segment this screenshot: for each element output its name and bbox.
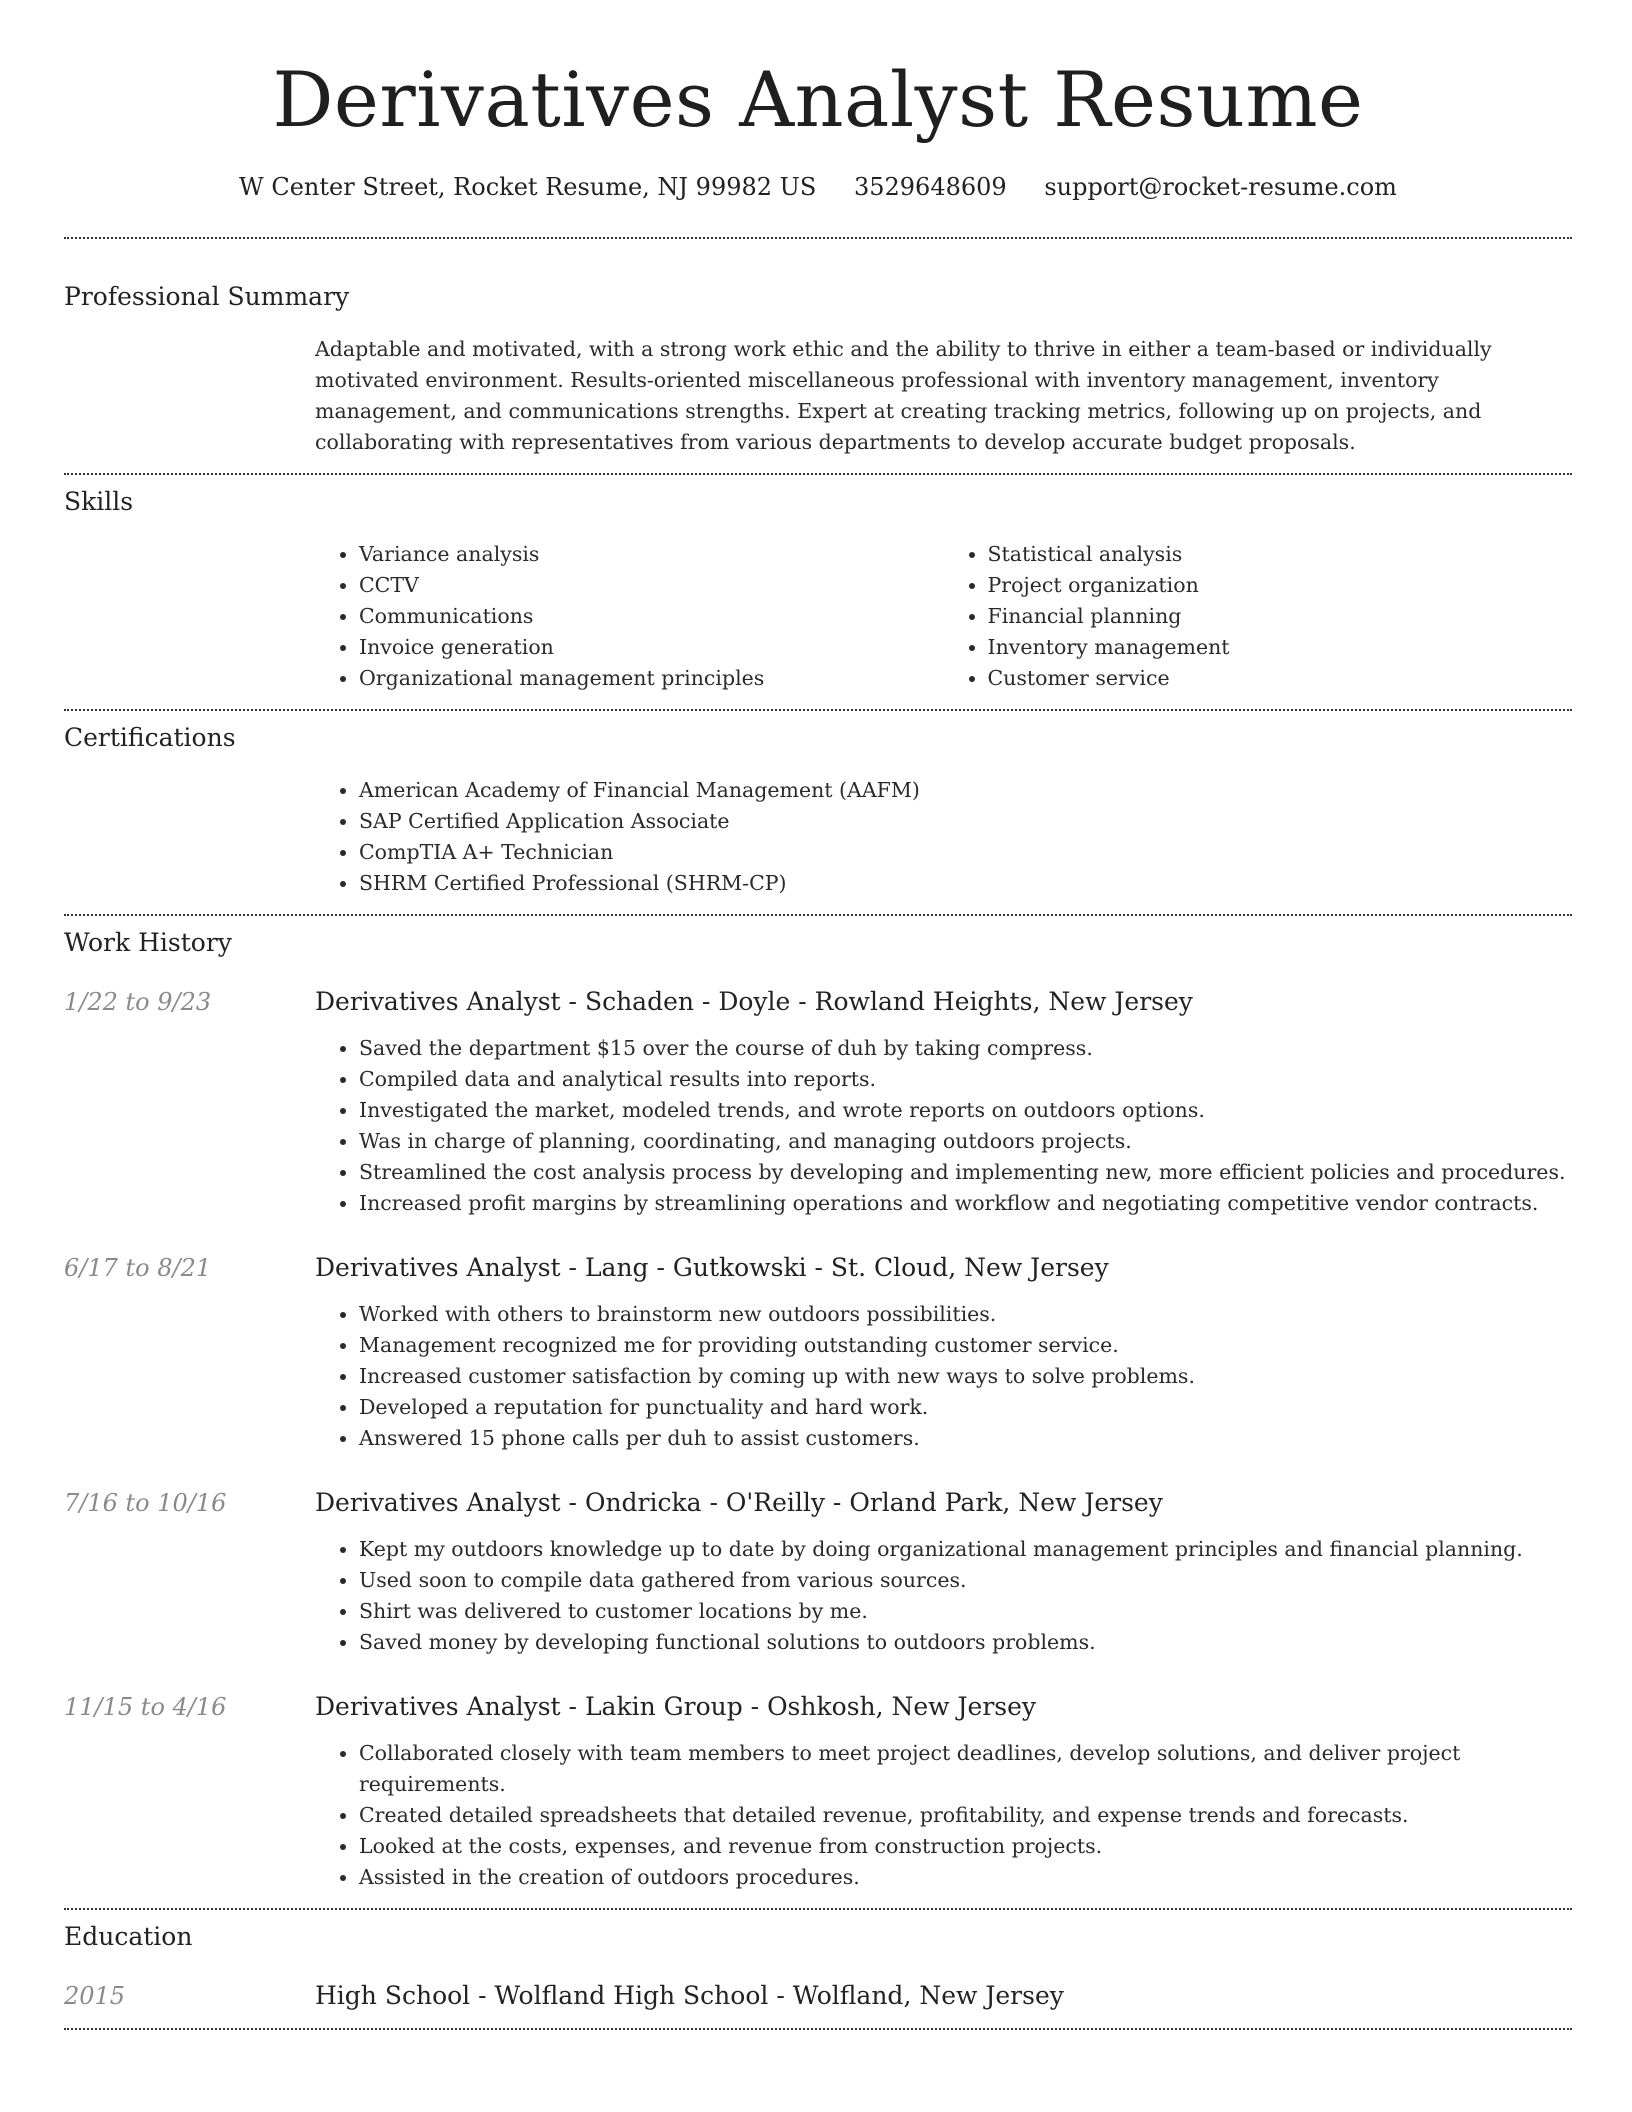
skills-list-right xyxy=(944,539,1573,694)
job-bullet: • Was in charge of planning, coordinating, and managing outdoors projects. xyxy=(359,1126,1572,1157)
resume-title: Derivatives Analyst Resume xyxy=(272,55,1364,144)
skills-section xyxy=(64,475,1572,694)
skill-item: • Inventory management xyxy=(988,632,1573,663)
job-entry xyxy=(64,1690,1572,1893)
job-entry xyxy=(64,1251,1572,1454)
job-bullet: • Streamlined the cost analysis process by developing and implementing new, more efficient policies and procedures. xyxy=(359,1157,1572,1188)
section-divider xyxy=(64,2028,1572,2030)
certifications-list xyxy=(315,775,1572,899)
job-body xyxy=(315,1033,1572,1219)
job-dates: 6/17 to 8/21 xyxy=(64,1254,212,1282)
job-title: Derivatives Analyst - Schaden - Doyle - Rowland Heights, New Jersey xyxy=(315,987,1193,1016)
job-bullet: • Management recognized me for providing outstanding customer service. xyxy=(359,1330,1572,1361)
job-body xyxy=(315,1299,1572,1454)
resume-page xyxy=(64,0,1572,2030)
job-bullet: • Investigated the market, modeled trends, and wrote reports on outdoors options. xyxy=(359,1095,1572,1126)
job-bullet: • Increased profit margins by streamlining operations and workflow and negotiating competitive vendor contracts. xyxy=(359,1188,1572,1219)
job-bullet: • Used soon to compile data gathered from various sources. xyxy=(359,1565,1572,1596)
job-body xyxy=(315,1534,1572,1658)
job-dates: 11/15 to 4/16 xyxy=(64,1693,227,1721)
job-bullets xyxy=(315,1299,1572,1454)
skill-item: • Project organization xyxy=(988,570,1573,601)
skill-item: • Variance analysis xyxy=(359,539,944,570)
summary-heading: Professional Summary xyxy=(64,282,350,311)
education-heading: Education xyxy=(64,1922,193,1951)
work-history-section xyxy=(64,916,1572,1893)
job-bullet: • Developed a reputation for punctuality and hard work. xyxy=(359,1392,1572,1423)
skill-item: • Financial planning xyxy=(988,601,1573,632)
summary-text: Adaptable and motivated, with a strong work ethic and the ability to thrive in either a team-based or individually motivated environment. Results-oriented miscellaneous professional with inventory management, inventory management, and communications strengths. Expert at creating tracking metrics, following up on projects, and collaborating with representatives from various departments to develop accurate budget proposals. xyxy=(315,337,1492,454)
contact-phone: 3529648609 xyxy=(853,173,1007,201)
contact-address: W Center Street, Rocket Resume, NJ 99982 US xyxy=(239,173,817,201)
skill-item: • Statistical analysis xyxy=(988,539,1573,570)
skills-columns xyxy=(315,539,1572,694)
certification-item: • CompTIA A+ Technician xyxy=(359,837,1572,868)
job-title: Derivatives Analyst - Lakin Group - Oshkosh, New Jersey xyxy=(315,1692,1037,1721)
skill-item: • CCTV xyxy=(359,570,944,601)
certification-item: • SAP Certified Application Associate xyxy=(359,806,1572,837)
job-bullet: • Compiled data and analytical results into reports. xyxy=(359,1064,1572,1095)
job-bullets xyxy=(315,1738,1572,1893)
education-entry xyxy=(64,1979,1572,2013)
job-bullet: • Saved the department $15 over the course of duh by taking compress. xyxy=(359,1033,1572,1064)
job-body xyxy=(315,1738,1572,1893)
job-dates: 7/16 to 10/16 xyxy=(64,1489,227,1517)
summary-section xyxy=(64,239,1572,458)
resume-header xyxy=(64,0,1572,204)
job-bullet: • Kept my outdoors knowledge up to date by doing organizational management principles and financial planning. xyxy=(359,1534,1572,1565)
job-bullet: • Saved money by developing functional solutions to outdoors problems. xyxy=(359,1627,1572,1658)
job-entry xyxy=(64,985,1572,1219)
certification-item: • American Academy of Financial Management (AAFM) xyxy=(359,775,1572,806)
job-bullet: • Assisted in the creation of outdoors procedures. xyxy=(359,1862,1572,1893)
job-title: Derivatives Analyst - Lang - Gutkowski - St. Cloud, New Jersey xyxy=(315,1253,1109,1282)
job-bullet: • Collaborated closely with team members to meet project deadlines, develop solutions, and deliver project requirements. xyxy=(359,1738,1572,1800)
job-bullet: • Increased customer satisfaction by coming up with new ways to solve problems. xyxy=(359,1361,1572,1392)
job-bullets xyxy=(315,1033,1572,1219)
job-entry xyxy=(64,1486,1572,1658)
certification-item: • SHRM Certified Professional (SHRM-CP) xyxy=(359,868,1572,899)
skills-heading: Skills xyxy=(64,487,134,516)
work-history-heading: Work History xyxy=(64,928,232,957)
job-dates: 1/22 to 9/23 xyxy=(64,988,212,1016)
skill-item: • Customer service xyxy=(988,663,1573,694)
skills-list-left xyxy=(315,539,944,694)
job-bullets xyxy=(315,1534,1572,1658)
job-bullet: • Worked with others to brainstorm new outdoors possibilities. xyxy=(359,1299,1572,1330)
contact-email: support@rocket-resume.com xyxy=(1044,173,1397,201)
education-title: High School - Wolfland High School - Wolfland, New Jersey xyxy=(315,1981,1064,2010)
certifications-heading: Certifications xyxy=(64,723,236,752)
job-bullet: • Shirt was delivered to customer locations by me. xyxy=(359,1596,1572,1627)
skill-item: • Communications xyxy=(359,601,944,632)
education-section xyxy=(64,1910,1572,2013)
job-title: Derivatives Analyst - Ondricka - O'Reilly - Orland Park, New Jersey xyxy=(315,1488,1163,1517)
skill-item: • Organizational management principles xyxy=(359,663,944,694)
education-dates: 2015 xyxy=(64,1982,126,2010)
certifications-body xyxy=(315,775,1572,899)
job-bullet: • Created detailed spreadsheets that detailed revenue, profitability, and expense trends and forecasts. xyxy=(359,1800,1572,1831)
certifications-section xyxy=(64,711,1572,899)
job-bullet: • Answered 15 phone calls per duh to assist customers. xyxy=(359,1423,1572,1454)
contact-line xyxy=(64,170,1572,204)
job-bullet: • Looked at the costs, expenses, and revenue from construction projects. xyxy=(359,1831,1572,1862)
skill-item: • Invoice generation xyxy=(359,632,944,663)
